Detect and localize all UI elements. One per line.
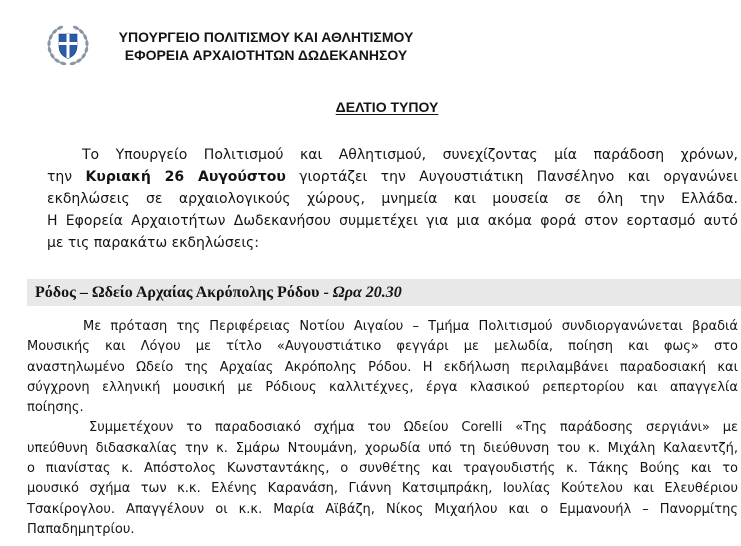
event-description [27, 317, 738, 540]
intro-line-2 [47, 166, 738, 188]
event-paragraph-1 [27, 317, 738, 418]
intro-line-3: εκδηλώσεις σε αρχαιολογικούς χώρους, μνημεία και μουσεία σε όλη την Ελλάδα. [47, 191, 738, 207]
document-title [287, 98, 487, 116]
event-p2-line-2: υπεύθυνη διδασκαλίας την κ. Σμάρω Ντουμάνη, χορωδία υπό τη διεύθυνση του κ. Μιχάλη Καλαεντζή, [27, 440, 738, 456]
event-p2-line-1: Συμμετέχουν το παραδοσιακό σχήμα του Ωδείου Corelli «Της παράδοσης σεργιάνι» με [89, 420, 738, 436]
intro-paragraph [47, 144, 738, 254]
event-p2-line-3: ο πιανίστας κ. Απόστολος Κωνσταντάκης, ο συνθέτης και τραγουδιστής κ. Τάκης Βούης και το [27, 461, 738, 477]
intro-line-2-end: γιορτάζει την Αυγουστιάτικη Πανσέληνο και οργανώνει [299, 169, 738, 185]
event-p2-line-6: Παπαδημητρίου. [27, 521, 135, 537]
document-title-text: ΔΕΛΤΙΟ ΤΥΠΟΥ [335, 99, 439, 115]
event-time: Ωρα 20.30 [332, 284, 402, 301]
event-date: Κυριακή 26 Αυγούστου [85, 169, 286, 185]
event-p1-line-1: Με πρόταση της Περιφέρειας Νοτίου Αιγαίου – Τμήμα Πολιτισμού συνδιοργανώνεται βραδιά [83, 319, 738, 334]
event-p1-line-4: σύγχρονη ελληνική μουσική με Ρόδιους καλλιτέχνες, έργα κλασικού ρεπερτορίου και απαγγελία [27, 379, 738, 395]
event-section-heading [27, 279, 741, 306]
intro-line-2-start: την [47, 169, 73, 185]
ephorate-name: ΕΦΟΡΕΙΑ ΑΡΧΑΙΟΤΗΤΩΝ ΔΩΔΕΚΑΝΗΣΟΥ [124, 47, 408, 63]
intro-line-4: Η Εφορεία Αρχαιοτήτων Δωδεκανήσου συμμετέχει για μια ακόμα φορά στον εορτασμό αυτό [47, 213, 738, 229]
event-p2-line-5: Τσακίρογλου. Απαγγέλουν οι κ.κ. Μαρία Αϊβάζη, Νίκος Μιχαήλου και ο Εμμανουήλ – Πανορμίτης [27, 501, 738, 517]
ministry-name: ΥΠΟΥΡΓΕΙΟ ΠΟΛΙΤΙΣΜΟΥ ΚΑΙ ΑΘΛΗΤΙΣΜΟΥ [118, 29, 414, 45]
event-p2-line-4: μουσικό σχήμα των κ.κ. Ελένης Καρανάση, Γιάννη Κατσιμπράκη, Ιουλίας Κούτελου και Ελευθέριου [27, 481, 738, 497]
organization-header [86, 28, 446, 64]
intro-line-5: με τις παρακάτω εκδηλώσεις: [47, 235, 259, 251]
event-location: Ρόδος – Ωδείο Αρχαίας Ακρόπολης Ρόδου - [35, 284, 329, 301]
intro-line-1: Το Υπουργείο Πολιτισμού και Αθλητισμού, συνεχίζοντας μία παράδοση χρόνων, [82, 147, 738, 163]
event-paragraph-2 [27, 418, 738, 540]
event-p1-line-3: αναστηλωμένο Ωδείο της Αρχαίας Ακρόπολης Ρόδου. Η εκδήλωση περιλαμβάνει παραδοσιακή και [27, 359, 738, 375]
event-p1-line-5: ποίησης. [27, 400, 84, 416]
event-p1-line-2: Μουσικής και Λόγου με τίτλο «Αυγουστιάτικο φεγγάρι με μελωδία, ποίηση και φως» στο [27, 339, 738, 355]
greek-coat-of-arms-icon [44, 21, 92, 69]
